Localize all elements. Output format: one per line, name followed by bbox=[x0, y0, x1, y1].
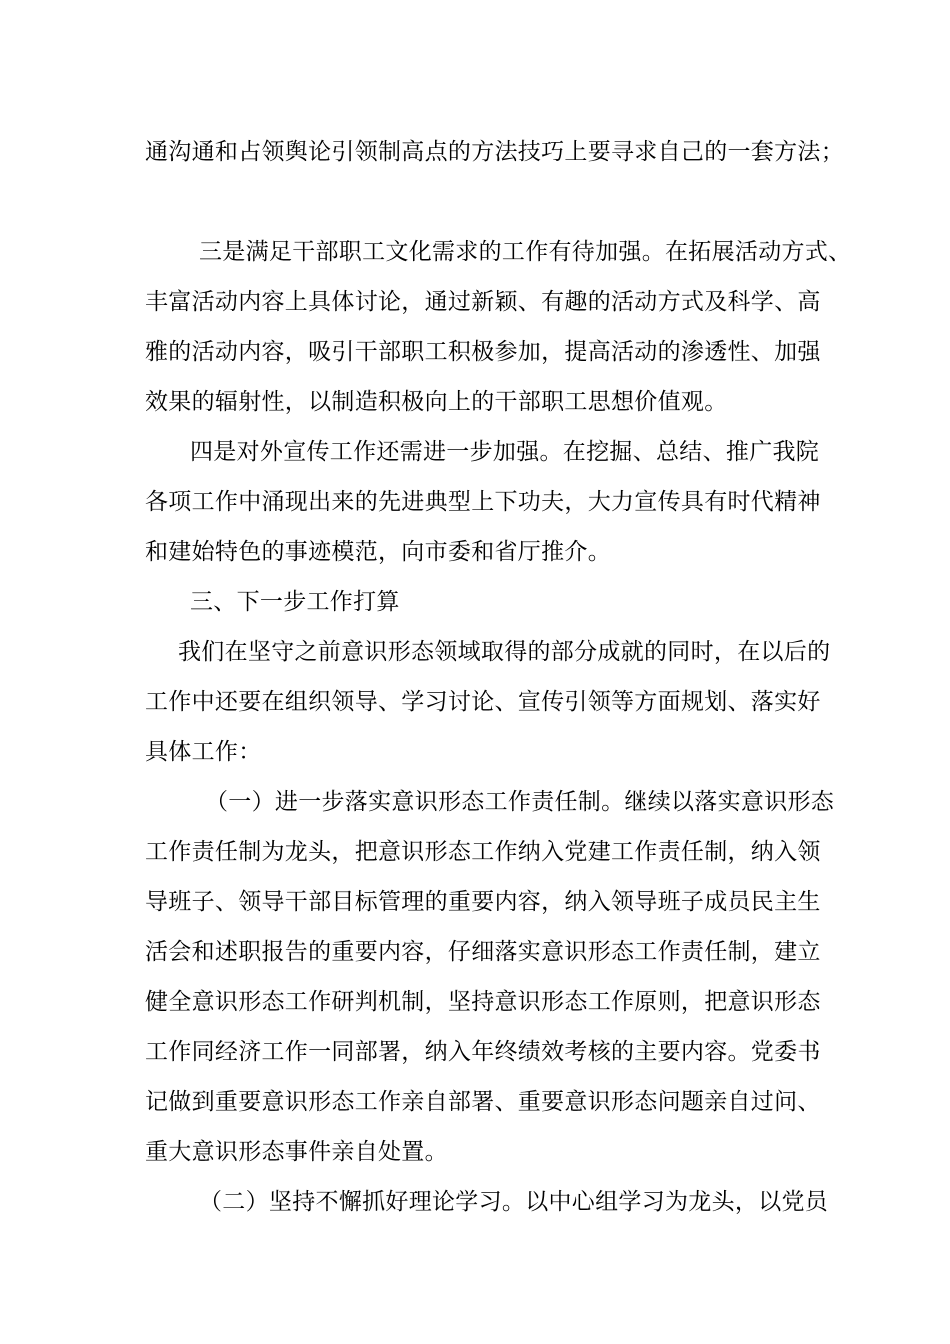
text-line-13: （一）进一步落实意识形态工作责任制。继续以落实意识形态 bbox=[205, 789, 835, 815]
text-line-15: 导班子、领导干部目标管理的重要内容，纳入领导班子成员民主生 bbox=[145, 889, 821, 915]
text-line-20: 重大意识形态事件亲自处置。 bbox=[145, 1139, 448, 1165]
text-line-21: （二）坚持不懈抓好理论学习。以中心组学习为龙头，以党员 bbox=[199, 1189, 829, 1215]
section-heading: 三、下一步工作打算 bbox=[190, 589, 400, 615]
text-line-6: 四是对外宣传工作还需进一步加强。在挖掘、总结、推广我院 bbox=[190, 439, 820, 465]
text-line-12: 具体工作： bbox=[145, 739, 262, 765]
text-line-10: 我们在坚守之前意识形态领域取得的部分成就的同时，在以后的 bbox=[178, 639, 831, 665]
text-line-4: 雅的活动内容，吸引干部职工积极参加，提高活动的渗透性、加强 bbox=[145, 339, 821, 365]
text-line-19: 记做到重要意识形态工作亲自部署、重要意识形态问题亲自过问、 bbox=[145, 1089, 821, 1115]
text-line-18: 工作同经济工作一同部署，纳入年终绩效考核的主要内容。党委书 bbox=[145, 1039, 821, 1065]
text-line-5: 效果的辐射性，以制造积极向上的干部职工思想价值观。 bbox=[145, 389, 728, 415]
text-line-17: 健全意识形态工作研判机制，坚持意识形态工作原则，把意识形态 bbox=[145, 989, 821, 1015]
text-line-7: 各项工作中涌现出来的先进典型上下功夫，大力宣传具有时代精神 bbox=[145, 489, 821, 515]
text-line-1: 通沟通和占领舆论引领制高点的方法技巧上要寻求自己的一套方法； bbox=[145, 139, 844, 165]
text-line-11: 工作中还要在组织领导、学习讨论、宣传引领等方面规划、落实好 bbox=[145, 689, 821, 715]
text-line-8: 和建始特色的事迹模范，向市委和省厅推介。 bbox=[145, 539, 611, 565]
text-line-2: 三是满足干部职工文化需求的工作有待加强。在拓展活动方式、 bbox=[199, 239, 852, 265]
text-line-16: 活会和述职报告的重要内容，仔细落实意识形态工作责任制，建立 bbox=[145, 939, 821, 965]
text-line-3: 丰富活动内容上具体讨论，通过新颖、有趣的活动方式及科学、高 bbox=[145, 289, 821, 315]
text-line-14: 工作责任制为龙头，把意识形态工作纳入党建工作责任制，纳入领 bbox=[145, 839, 821, 865]
